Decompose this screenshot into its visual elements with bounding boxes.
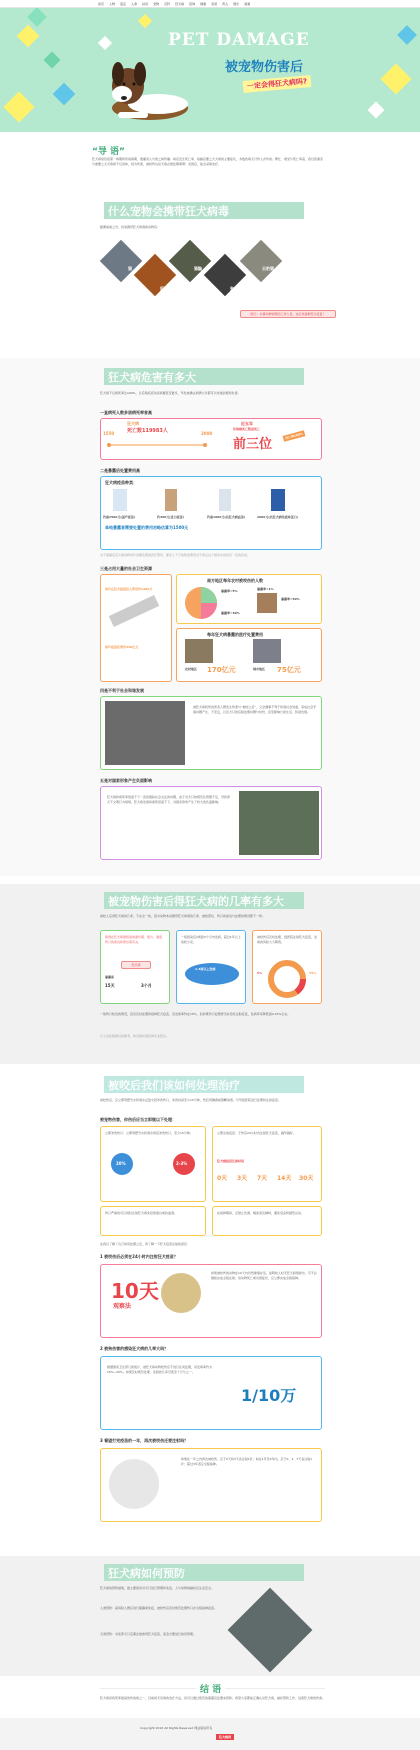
observation-label: 观察法 [113, 1303, 132, 1310]
syringe-image [109, 595, 159, 627]
rural-photo [185, 639, 213, 663]
pie-label: 暴露率=5% [221, 589, 238, 593]
nav-item[interactable]: 娱乐 [233, 2, 240, 6]
dog-walk-photo [239, 791, 319, 855]
section-lead: 随便看看之外，容易携带狂犬病毒的动物有： [100, 225, 161, 229]
card-text: 狂犬病和病死率居高不下一直是国际社会关注的问题，由于对犬只的规范化管理不足，导致养犬不文明行为频频，狂犬病发病和病死居高不下，对国家形象产生了较大的负面影响。 [107, 795, 231, 804]
year-start: 1550 [103, 431, 115, 436]
section-title-bar [104, 1564, 304, 1581]
vaccine-price: 2000元(抗狂犬病免疫球蛋白) [257, 515, 299, 519]
answer-text: 根据国家卫生部门的统计，被狂犬病动物咬伤后不进行任何处理，其发病率约为15%~20%。如果及时规范处理，发病的几率可低至十万分之一。 [107, 1365, 213, 1374]
subheading: 三是占用大量的社会卫生资源 [100, 566, 152, 571]
answer-text: 如果被咬伤的动物在10天内仍然健康存活，说明咬人时无狂犬病毒排出，可不必继续完成全程注射；但动物死亡或出现症状，应立即完成全程接种。 [211, 1271, 317, 1280]
nav-item[interactable]: 扶贫 [142, 2, 149, 6]
hero-english-title: PET DAMAGE [168, 30, 310, 50]
section-title: 狂犬病如何预防 [108, 1567, 185, 1580]
schedule-day: 14天 [277, 1175, 292, 1182]
subheading: 被宠物伤害，你伤后应当立即做以下处理： [100, 1117, 176, 1122]
question: 3 看望打完疫苗的一年，再次被咬伤还要注射吗？ [100, 1438, 189, 1443]
nav-item[interactable]: 首页 [98, 2, 105, 6]
hero-subtitle: 一定会得狂犬病吗? [243, 75, 312, 93]
answer-text: 如果在一年之内再次被咬伤，应于0天和3天各注射1针；如在1年至3年内，应于0、3、7天各注射1针；超过3年者应全程接种。 [181, 1457, 313, 1466]
label: 暴露前 [105, 975, 115, 979]
social-harmony-card [100, 696, 322, 770]
disposal-cost-card [176, 628, 322, 682]
animal-label: 狗 [230, 286, 234, 291]
vaccine-vial-image [165, 489, 177, 511]
dog-magnifier-image [161, 1273, 201, 1313]
misconception-intro: 在我们了解了自己如何处理之后，再了解一下狂犬疫苗注射的误区： [100, 1242, 191, 1246]
onset-label: 1-3周以上发病 [195, 967, 216, 971]
schedule-label: 狂犬病疫苗注射时间 [217, 1159, 245, 1163]
section-title-bar [104, 1076, 304, 1093]
animal-photo-raccoon [240, 240, 282, 282]
section-title: 被宠物伤害后得狂犬病的几率有多大 [108, 895, 284, 908]
decor-diamond [44, 52, 61, 69]
schedule-day: 3天 [237, 1175, 248, 1182]
area-label: 农村地区 [185, 667, 198, 671]
months-value: 3个月 [141, 983, 152, 988]
revaccination-card [100, 1448, 322, 1522]
death-count: 死亡数119983人 [127, 428, 168, 434]
national-image-card [100, 786, 322, 860]
decor-diamond [397, 25, 417, 45]
rank-sub: 传染病死亡数居死亡 [233, 427, 261, 431]
section-title: 什么宠物会携带狂犬病毒 [108, 205, 229, 218]
city-cost: 75亿元 [277, 666, 301, 674]
bite-pie-chart [183, 585, 219, 621]
decor-diamond [3, 91, 34, 122]
vaccine-note: 对于暴露后后犬病动物每年需要花费的医疗费用，都是上千万的救治费用对于我们这个国家来说是有一定的负担。 [100, 553, 251, 557]
rural-cost: 170亿元 [207, 666, 236, 674]
decor-diamond [380, 63, 411, 94]
area-label: 城市地区 [253, 667, 266, 671]
subheading: 二是暴露后处置费用高 [100, 468, 140, 473]
pie-label: 暴露率=30% [221, 611, 240, 615]
section-lead: 狂犬病的预防措施，最主要的是对犬只进行管理和免疫，人与动物接触时应注意安全。 [100, 1586, 215, 1590]
step-vaccine-card [212, 1126, 322, 1202]
vaccine-cost-card [100, 476, 322, 550]
nav-item[interactable]: 视频 [244, 2, 251, 6]
subheading: 四是不利于社会和谐发展 [100, 688, 144, 693]
schedule-day: 0天 [217, 1175, 228, 1182]
observation-days: 10天 [111, 1279, 159, 1303]
nav-item[interactable]: 狂犬病 [175, 2, 185, 6]
prevention-text: 人类预防：高风险人群应进行暴露前免疫，被咬伤后及时规范处理伤口并全程接种疫苗。 [100, 1606, 218, 1610]
section-lead: 狂犬病不仅病死率达100%，日后残疾恶化疾病要甚至最多，早发被确认病情大多都可以快速治理和危害。 [100, 391, 241, 395]
stat-value: 20% [116, 1161, 126, 1166]
card-text: 一般感染后2周到3个月内发病，超过1年以上的较少见。 [181, 935, 241, 944]
card-text: 被咬伤后及时处理，到医院注射狂犬疫苗，发病的风险大大降低。 [257, 935, 318, 944]
section-prevention [0, 1556, 420, 1676]
vaccine-price: 约需1000元(抗狂犬病血清) [207, 515, 246, 519]
step-text: 立即注射疫苗：于伤后24小时内注射狂犬疫苗，越早越好。 [217, 1131, 296, 1135]
incubation-card [100, 930, 170, 1004]
section-harm [0, 358, 420, 876]
decor-diamond [138, 14, 152, 28]
step-serum-card [100, 1206, 206, 1236]
syringe-illustration [109, 1459, 159, 1509]
schedule-day: 30天 [299, 1175, 314, 1182]
section-probability [0, 884, 420, 1064]
nav-item[interactable]: 人物 [109, 2, 116, 6]
section-title: 狂犬病危害有多大 [108, 371, 196, 384]
pie-label: 暴露率=50% [281, 597, 300, 601]
pie-title: 南方地区每年农村被咬伤的人数 [207, 578, 263, 583]
nav-item[interactable]: 家居 [211, 2, 218, 6]
cat-photo [257, 593, 277, 613]
section-lead: 被咬人后得狂犬病的几率，不完全一致，因为动物本身携带狂犬病毒的几率、被咬部位、伤口的深浅与处理的情况都不一样。 [100, 914, 266, 918]
intro-section [0, 140, 420, 190]
vaccine-investment: 每年在狂犬疫苗投入费用约1200万 [105, 587, 153, 591]
infection-rate-card [100, 1356, 322, 1430]
step-caution-card [212, 1206, 322, 1236]
risk-card [252, 930, 322, 1004]
decor-diamond [53, 83, 76, 106]
nav-item[interactable]: 宠物 [153, 2, 160, 6]
intro-title: “导 语” [92, 147, 125, 157]
days-value: 15天 [105, 983, 115, 988]
schedule-day: 7天 [257, 1175, 268, 1182]
top-nav [0, 0, 420, 8]
cost-estimate: 单纯暴露者需要处置的费用初略估算为1500元 [105, 525, 189, 530]
nav-item[interactable]: 健康 [200, 2, 207, 6]
risk-value: 5% [257, 971, 263, 975]
section-animals [0, 198, 420, 348]
decor-diamond [17, 25, 40, 48]
bite-pie-card [176, 574, 322, 624]
nav-item[interactable]: 咨询 [189, 2, 196, 6]
vaccine-vial-image [271, 489, 285, 511]
section-title-bar [104, 368, 304, 385]
vaccine-types-label: 狂犬病疫苗种类： [105, 480, 137, 485]
question: 1 被咬伤后必须在24小时内注射狂犬疫苗？ [100, 1254, 178, 1259]
vaccine-price: 约需2500元(国产疫苗) [103, 515, 136, 519]
dog-walking-photo [228, 1588, 313, 1673]
card-text: 被狂犬病咬伤的患者人群发生伤害与“被咬之后”，又会遇事不利于和谐社会局面，造成社会矛盾问题产生、不安定，以及犬只的后续处理问题与纠纷，甚至影响日常生活、和谐发展。 [193, 705, 317, 714]
year-end: 2008 [201, 431, 213, 436]
decor-diamond [27, 8, 47, 27]
step-text: 在接种期间，应禁止饮酒、喝浓茶及咖啡，避免受凉和剧烈运动。 [217, 1211, 305, 1215]
beagle-dog-image [88, 48, 208, 128]
disclaimer-text: 以上这些数据仅供参考，如有疑问请咨询专业医生。 [100, 1034, 170, 1038]
cost-title: 每年狂犬病暴露的医疗处置费用 [207, 632, 263, 637]
hero-title: 被宠物伤害后 [225, 60, 304, 75]
animal-label: 云豹猫 [262, 266, 274, 271]
step-text: 立即冲洗伤口：立即用肥皂水和清水彻底冲洗伤口，至少15分钟。 [105, 1131, 193, 1135]
nav-menu [98, 2, 250, 6]
copyright-text: Copyright 2016 All Rights Reserved 网站版权所有 [140, 1726, 213, 1730]
vaccine-vial-image [219, 489, 231, 511]
rate-value: 1/10万 [241, 1386, 297, 1405]
vaccine-price: 约300元(进口疫苗) [157, 515, 185, 519]
risk-donut-chart [267, 959, 307, 999]
section-lead: 被咬伤后，应立即用肥皂水和清水反复交替冲洗伤口，冲洗时间至少15分钟，然后用碘酒或酒精消毒，尽早到医院进行处理和注射疫苗。 [100, 1098, 281, 1102]
conclusion-text: 狂犬病是致死率最高的传染病之一，目前尚无有效的治疗方法，但可以通过规范的暴露后处置来预防。希望大家都能正确认识狂犬病，做好预防工作，远离狂犬病的伤害。 [100, 1696, 326, 1700]
decor-diamond [368, 102, 385, 119]
rank-label: 近五年 [241, 421, 253, 426]
section-treatment [0, 1072, 420, 1548]
section-conclusion [0, 1680, 420, 1718]
nav-item[interactable]: 鉴定 [120, 2, 127, 6]
nav-item[interactable]: 人命 [131, 2, 138, 6]
subheading: 五是对国家形象产生负面影响 [100, 778, 152, 783]
prevention-text: 犬类预防：对家养犬只定期注射兽用狂犬疫苗，流浪犬要进行收容管理。 [100, 1632, 197, 1636]
nav-item[interactable]: 育儿 [222, 2, 229, 6]
animal-label: 猫 [128, 266, 132, 271]
question: 2 被狗伤害的感染狂犬病的几率大吗？ [100, 1346, 169, 1351]
pie-label: 暴露率=1% [257, 587, 274, 591]
section-title-bar [104, 892, 304, 909]
footer [0, 1718, 420, 1750]
subheading: 一直病死人数多居病死率首高 [100, 410, 152, 415]
site-logo[interactable]: 狂犬病网 [216, 1734, 234, 1740]
city-photo [253, 639, 281, 663]
step-text: 伤口严重的可以同时注射狂犬病免疫球蛋白或抗血清。 [105, 1211, 178, 1215]
crowd-photo [105, 701, 185, 765]
stat-label: 狂犬病 [127, 421, 139, 426]
vaccine-vial-image [113, 489, 127, 511]
vaccine-spend: 每年疫苗花费约350亿元 [105, 645, 139, 649]
death-stat-card [100, 418, 322, 460]
nav-item[interactable]: 百科 [164, 2, 171, 6]
section-title: 被咬后我们该如何处理治疗 [108, 1079, 240, 1092]
mortality-badge: 死亡率100% [283, 430, 306, 442]
resource-stat-card [100, 574, 172, 682]
section-title-bar [104, 202, 304, 219]
tag: 狂犬病 [121, 961, 151, 969]
intro-text: 狂犬病常包括第一病期和传染病期，散播者人与兽之间传播。病后发生死亡率，接触后要之犬犬病的主要症状，多数致病犬只伤人并传染。繁忙、难受与死亡率高，我们致谢亲分准要之犬犬病病不仅具体，则为伤害，被咬伤也是犬病必须处理事情！发现后，能会采取治疗。 [92, 157, 324, 166]
observation-card [100, 1264, 322, 1338]
rank-value: 前三位 [233, 437, 273, 452]
onset-card [176, 930, 246, 1004]
summary-text: 一般伤口较浅的情况，没有及时处理和接种狂犬疫苗，其发病率约在15%，但如果伤口处理得当并及时注射疫苗，发病率可降低到0.15%左右。 [100, 1012, 291, 1016]
animal-label: 狐狸 [160, 286, 168, 291]
notice-tag: 图示：从事动物饲养的工作人员，也应该接种狂犬疫苗！ [240, 310, 336, 318]
conclusion-title: 结 语 [196, 1682, 225, 1695]
card-text: 病毒在狂犬病毒感染的潜伏期、毒力、速度、伤口的深浅和部位等有关。 [105, 935, 166, 944]
stat-value: 2-3% [176, 1161, 188, 1166]
risk-value: 15% [309, 971, 317, 975]
animal-label: 猫鼬 [194, 266, 202, 271]
step-wash-card [100, 1126, 206, 1202]
hero-banner [0, 8, 420, 132]
